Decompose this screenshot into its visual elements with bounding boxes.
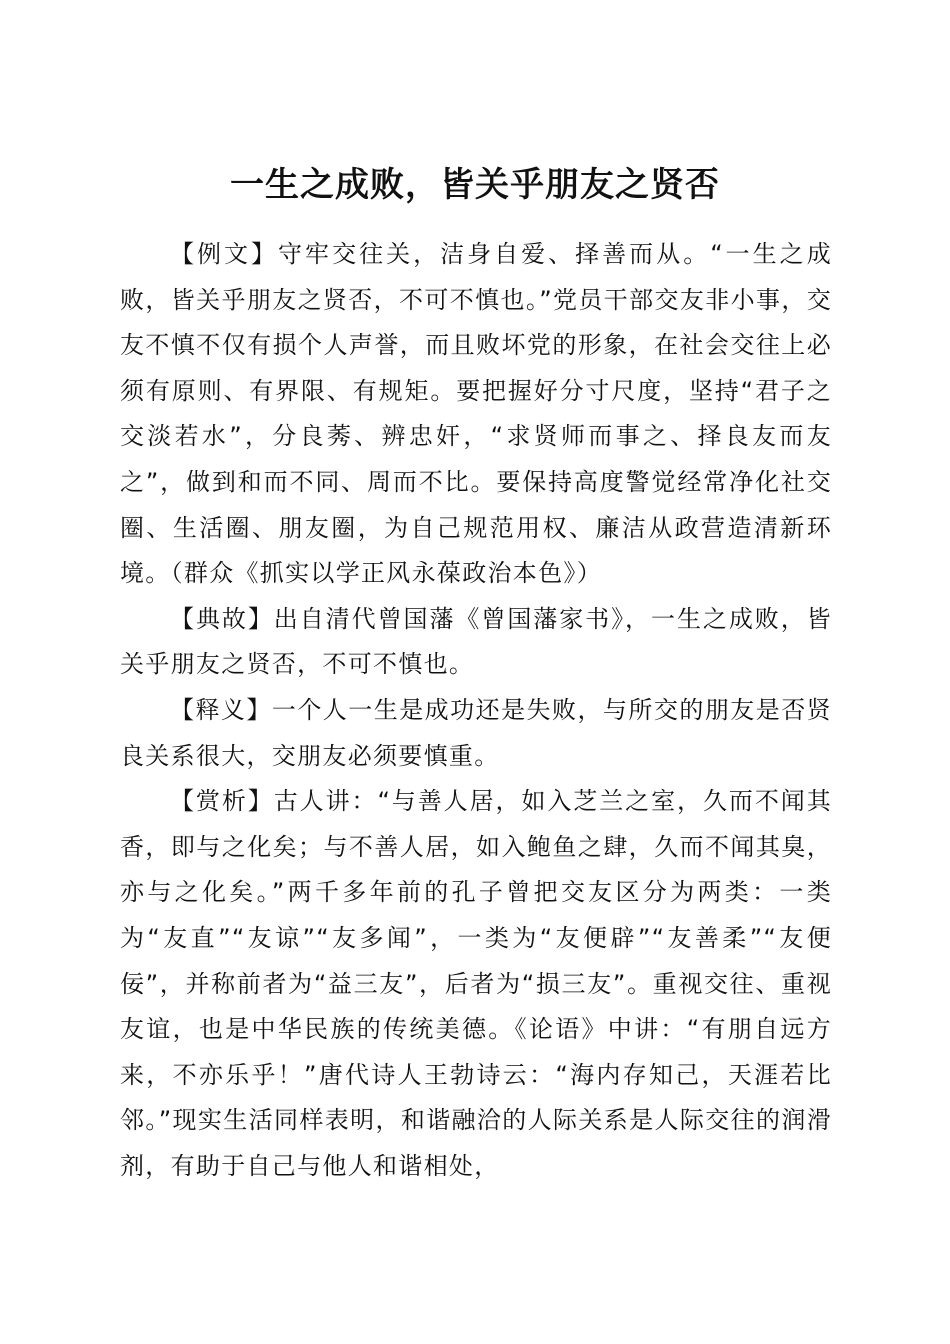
- paragraph-allusion: 【典故】出自清代曾国藩《曾国藩家书》，一生之成败，皆关乎朋友之贤否，不可不慎也。: [120, 604, 832, 679]
- page-title: 一生之成败，皆关乎朋友之贤否: [230, 164, 720, 205]
- paragraph-example: 【例文】守牢交往关，洁身自爱、择善而从。“一生之成败，皆关乎朋友之贤否，不可不慎也。”党员干部交友非小事，交友不慎不仅有损个人声誉，而且败坏党的形象，在社会交往上必须有原则、有界限、有规矩。要把握好分寸尺度，坚持“君子之交淡若水”，分良莠、辨忠奸，“求贤师而事之、择良友而友之”，做到和而不同、周而不比。要保持高度警觉经常净化社交圈、生活圈、朋友圈，为自己规范用权、廉洁从政营造清新环境。（群众《抓实以学正风永葆政治本色》）: [120, 240, 832, 588]
- article-body: [120, 232, 832, 1189]
- paragraph-interpretation: 【释义】一个人一生是成功还是失败，与所交的朋友是否贤良关系很大，交朋友必须要慎重。: [120, 695, 832, 770]
- paragraph-appreciation: 【赏析】古人讲：“与善人居，如入芝兰之室，久而不闻其香，即与之化矣；与不善人居，如入鲍鱼之肆，久而不闻其臭，亦与之化矣。”两千多年前的孔子曾把交友区分为两类：一类为“友直”“友谅”“友多闻”，一类为“友便辟”“友善柔”“友便佞”，并称前者为“益三友”，后者为“损三友”。重视交往、重视友谊，也是中华民族的传统美德。《论语》中讲：“有朋自远方来，不亦乐乎！”唐代诗人王勃诗云：“海内存知己，天涯若比邻。”现实生活同样表明，和谐融洽的人际关系是人际交往的润滑剂，有助于自己与他人和谐相处，: [120, 787, 833, 1180]
